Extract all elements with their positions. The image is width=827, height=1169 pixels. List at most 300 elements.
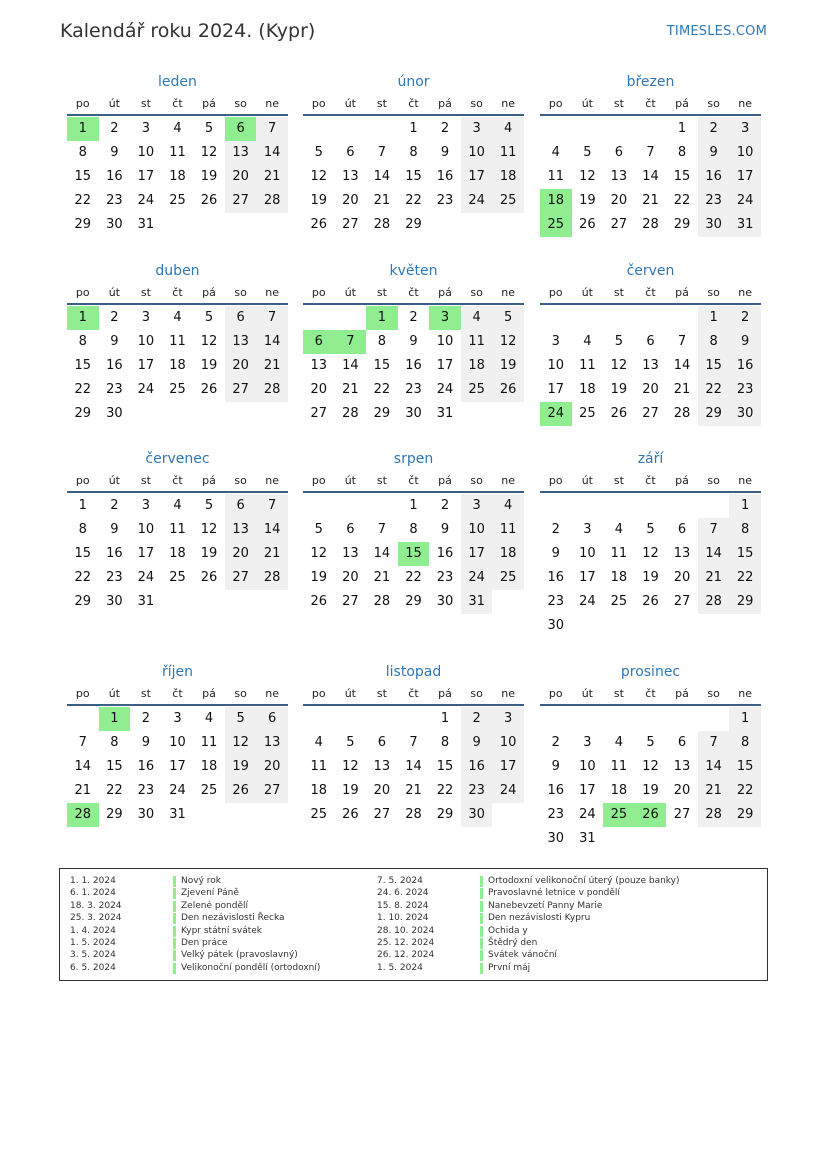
day-cell[interactable]: 15	[698, 354, 730, 378]
day-cell[interactable]: 29	[405, 217, 422, 232]
day-cell[interactable]: 3	[461, 494, 493, 518]
day-cell[interactable]: 1	[729, 707, 761, 731]
day-cell[interactable]: 31	[579, 831, 596, 846]
day-cell[interactable]: 27	[310, 406, 328, 421]
day-cell[interactable]: 26	[579, 217, 596, 232]
day-cell[interactable]: 8	[698, 330, 730, 354]
day-cell[interactable]: 6	[225, 494, 257, 518]
day-cell[interactable]: 22	[698, 378, 730, 402]
day-cell[interactable]: 18	[579, 382, 596, 397]
day-cell[interactable]: 7	[78, 735, 87, 750]
day-cell[interactable]: 30	[106, 594, 123, 609]
day-cell[interactable]: 11	[200, 735, 218, 750]
day-cell[interactable]: 29	[74, 217, 92, 232]
holiday-day-cell[interactable]: 7	[335, 330, 367, 354]
day-cell[interactable]: 21	[642, 193, 659, 208]
day-cell[interactable]: 10	[137, 334, 155, 349]
day-cell[interactable]: 16	[547, 783, 565, 798]
day-cell[interactable]: 13	[373, 759, 391, 774]
day-cell[interactable]: 2	[461, 707, 493, 731]
day-cell[interactable]: 29	[698, 402, 730, 426]
day-cell[interactable]: 3	[173, 711, 182, 726]
day-cell[interactable]: 22	[405, 570, 422, 585]
day-cell[interactable]: 1	[409, 121, 418, 136]
holiday-day-cell[interactable]: 1	[67, 306, 99, 330]
day-cell[interactable]: 21	[698, 566, 730, 590]
day-cell[interactable]: 25	[492, 189, 524, 213]
day-cell[interactable]: 10	[436, 334, 454, 349]
day-cell[interactable]: 14	[256, 518, 288, 542]
day-cell[interactable]: 13	[673, 546, 691, 561]
holiday-day-cell[interactable]: 6	[303, 330, 335, 354]
day-cell[interactable]: 12	[342, 759, 359, 774]
day-cell[interactable]: 15	[74, 546, 92, 561]
day-cell[interactable]: 23	[106, 382, 123, 397]
day-cell[interactable]: 28	[673, 406, 691, 421]
day-cell[interactable]: 3	[141, 310, 151, 325]
day-cell[interactable]: 28	[373, 217, 391, 232]
day-cell[interactable]: 17	[579, 570, 596, 585]
day-cell[interactable]: 18	[169, 358, 186, 373]
day-cell[interactable]: 21	[405, 783, 422, 798]
day-cell[interactable]: 21	[74, 783, 92, 798]
day-cell[interactable]: 20	[225, 165, 257, 189]
day-cell[interactable]: 5	[204, 310, 214, 325]
day-cell[interactable]: 8	[409, 145, 418, 160]
day-cell[interactable]: 29	[729, 803, 761, 827]
day-cell[interactable]: 28	[256, 189, 288, 213]
day-cell[interactable]: 15	[729, 755, 761, 779]
day-cell[interactable]: 19	[200, 169, 218, 184]
day-cell[interactable]: 13	[610, 169, 628, 184]
day-cell[interactable]: 3	[141, 498, 151, 513]
day-cell[interactable]: 27	[342, 217, 359, 232]
day-cell[interactable]: 28	[698, 803, 730, 827]
day-cell[interactable]: 11	[610, 546, 628, 561]
day-cell[interactable]: 16	[547, 570, 565, 585]
day-cell[interactable]: 8	[110, 735, 119, 750]
day-cell[interactable]: 11	[169, 334, 186, 349]
day-cell[interactable]: 19	[310, 193, 328, 208]
day-cell[interactable]: 19	[642, 783, 659, 798]
day-cell[interactable]: 6	[346, 145, 355, 160]
day-cell[interactable]: 14	[673, 358, 691, 373]
day-cell[interactable]: 14	[405, 759, 422, 774]
day-cell[interactable]: 30	[698, 213, 730, 237]
day-cell[interactable]: 6	[677, 522, 687, 537]
day-cell[interactable]: 17	[461, 165, 493, 189]
day-cell[interactable]: 4	[614, 522, 624, 537]
day-cell[interactable]: 27	[373, 807, 391, 822]
day-cell[interactable]: 2	[110, 121, 119, 136]
day-cell[interactable]: 17	[137, 358, 155, 373]
day-cell[interactable]: 2	[440, 121, 450, 136]
day-cell[interactable]: 18	[169, 169, 186, 184]
day-cell[interactable]: 9	[440, 145, 450, 160]
day-cell[interactable]: 22	[74, 570, 92, 585]
day-cell[interactable]: 12	[200, 145, 218, 160]
day-cell[interactable]: 9	[461, 731, 493, 755]
day-cell[interactable]: 5	[492, 306, 524, 330]
day-cell[interactable]: 21	[256, 165, 288, 189]
day-cell[interactable]: 19	[225, 755, 257, 779]
day-cell[interactable]: 2	[141, 711, 151, 726]
day-cell[interactable]: 8	[78, 145, 87, 160]
day-cell[interactable]: 23	[698, 189, 730, 213]
day-cell[interactable]: 30	[405, 406, 422, 421]
day-cell[interactable]: 6	[256, 707, 288, 731]
day-cell[interactable]: 10	[169, 735, 186, 750]
day-cell[interactable]: 5	[646, 735, 655, 750]
day-cell[interactable]: 24	[137, 382, 155, 397]
day-cell[interactable]: 7	[409, 735, 418, 750]
day-cell[interactable]: 23	[106, 570, 123, 585]
day-cell[interactable]: 7	[677, 334, 687, 349]
day-cell[interactable]: 24	[137, 570, 155, 585]
day-cell[interactable]: 27	[256, 779, 288, 803]
day-cell[interactable]: 23	[461, 779, 493, 803]
day-cell[interactable]: 31	[169, 807, 186, 822]
day-cell[interactable]: 31	[461, 590, 493, 614]
day-cell[interactable]: 19	[579, 193, 596, 208]
day-cell[interactable]: 24	[461, 189, 493, 213]
day-cell[interactable]: 5	[314, 522, 323, 537]
day-cell[interactable]: 25	[579, 406, 596, 421]
day-cell[interactable]: 16	[106, 169, 123, 184]
day-cell[interactable]: 20	[673, 783, 691, 798]
day-cell[interactable]: 7	[256, 306, 288, 330]
day-cell[interactable]: 29	[74, 406, 92, 421]
day-cell[interactable]: 24	[137, 193, 155, 208]
day-cell[interactable]: 6	[646, 334, 655, 349]
holiday-day-cell[interactable]: 1	[366, 306, 398, 330]
day-cell[interactable]: 4	[492, 117, 524, 141]
day-cell[interactable]: 23	[137, 783, 155, 798]
day-cell[interactable]: 26	[200, 193, 218, 208]
day-cell[interactable]: 15	[106, 759, 123, 774]
day-cell[interactable]: 5	[346, 735, 355, 750]
day-cell[interactable]: 20	[225, 354, 257, 378]
day-cell[interactable]: 15	[74, 358, 92, 373]
day-cell[interactable]: 28	[698, 590, 730, 614]
day-cell[interactable]: 29	[373, 406, 391, 421]
day-cell[interactable]: 19	[492, 354, 524, 378]
day-cell[interactable]: 16	[461, 755, 493, 779]
day-cell[interactable]: 10	[579, 759, 596, 774]
day-cell[interactable]: 18	[200, 759, 218, 774]
day-cell[interactable]: 13	[642, 358, 659, 373]
day-cell[interactable]: 6	[346, 522, 355, 537]
day-cell[interactable]: 3	[583, 522, 592, 537]
day-cell[interactable]: 19	[310, 570, 328, 585]
day-cell[interactable]: 10	[579, 546, 596, 561]
day-cell[interactable]: 9	[440, 522, 450, 537]
day-cell[interactable]: 11	[169, 522, 186, 537]
day-cell[interactable]: 16	[106, 546, 123, 561]
day-cell[interactable]: 27	[673, 807, 691, 822]
day-cell[interactable]: 13	[225, 330, 257, 354]
holiday-day-cell[interactable]: 24	[540, 402, 572, 426]
day-cell[interactable]: 24	[492, 779, 524, 803]
day-cell[interactable]: 14	[256, 141, 288, 165]
day-cell[interactable]: 19	[342, 783, 359, 798]
day-cell[interactable]: 5	[646, 522, 655, 537]
day-cell[interactable]: 9	[141, 735, 151, 750]
day-cell[interactable]: 2	[551, 522, 560, 537]
day-cell[interactable]: 31	[137, 594, 155, 609]
day-cell[interactable]: 10	[137, 522, 155, 537]
day-cell[interactable]: 1	[409, 498, 418, 513]
day-cell[interactable]: 25	[169, 382, 186, 397]
day-cell[interactable]: 16	[137, 759, 155, 774]
day-cell[interactable]: 26	[610, 406, 628, 421]
day-cell[interactable]: 7	[698, 731, 730, 755]
day-cell[interactable]: 14	[698, 755, 730, 779]
day-cell[interactable]: 21	[342, 382, 359, 397]
day-cell[interactable]: 17	[436, 358, 454, 373]
day-cell[interactable]: 20	[373, 783, 391, 798]
holiday-day-cell[interactable]: 25	[540, 213, 572, 237]
day-cell[interactable]: 4	[614, 735, 624, 750]
day-cell[interactable]: 14	[373, 546, 391, 561]
day-cell[interactable]: 13	[225, 518, 257, 542]
day-cell[interactable]: 9	[409, 334, 418, 349]
day-cell[interactable]: 12	[225, 731, 257, 755]
day-cell[interactable]: 1	[78, 498, 87, 513]
day-cell[interactable]: 14	[342, 358, 359, 373]
day-cell[interactable]: 11	[547, 169, 565, 184]
day-cell[interactable]: 12	[642, 546, 659, 561]
day-cell[interactable]: 23	[729, 378, 761, 402]
day-cell[interactable]: 13	[342, 546, 359, 561]
day-cell[interactable]: 8	[78, 334, 87, 349]
day-cell[interactable]: 1	[729, 494, 761, 518]
day-cell[interactable]: 4	[461, 306, 493, 330]
day-cell[interactable]: 9	[110, 522, 119, 537]
day-cell[interactable]: 30	[106, 217, 123, 232]
day-cell[interactable]: 18	[461, 354, 493, 378]
day-cell[interactable]: 16	[698, 165, 730, 189]
day-cell[interactable]: 8	[377, 334, 387, 349]
day-cell[interactable]: 17	[547, 382, 565, 397]
day-cell[interactable]: 20	[310, 382, 328, 397]
day-cell[interactable]: 15	[729, 542, 761, 566]
day-cell[interactable]: 22	[673, 193, 691, 208]
day-cell[interactable]: 30	[729, 402, 761, 426]
holiday-day-cell[interactable]: 25	[603, 803, 635, 827]
day-cell[interactable]: 27	[673, 594, 691, 609]
day-cell[interactable]: 2	[440, 498, 450, 513]
day-cell[interactable]: 11	[492, 141, 524, 165]
day-cell[interactable]: 24	[436, 382, 454, 397]
day-cell[interactable]: 23	[547, 807, 565, 822]
day-cell[interactable]: 16	[106, 358, 123, 373]
day-cell[interactable]: 2	[698, 117, 730, 141]
day-cell[interactable]: 29	[74, 594, 92, 609]
day-cell[interactable]: 30	[547, 618, 565, 633]
holiday-day-cell[interactable]: 15	[398, 542, 430, 566]
day-cell[interactable]: 27	[642, 406, 659, 421]
day-cell[interactable]: 25	[310, 807, 328, 822]
day-cell[interactable]: 5	[314, 145, 323, 160]
day-cell[interactable]: 16	[436, 169, 454, 184]
day-cell[interactable]: 18	[610, 570, 628, 585]
day-cell[interactable]: 27	[610, 217, 628, 232]
day-cell[interactable]: 22	[405, 193, 422, 208]
day-cell[interactable]: 3	[461, 117, 493, 141]
day-cell[interactable]: 25	[461, 378, 493, 402]
day-cell[interactable]: 4	[204, 711, 214, 726]
day-cell[interactable]: 19	[642, 570, 659, 585]
day-cell[interactable]: 11	[492, 518, 524, 542]
day-cell[interactable]: 22	[436, 783, 454, 798]
day-cell[interactable]: 29	[729, 590, 761, 614]
day-cell[interactable]: 14	[642, 169, 659, 184]
day-cell[interactable]: 13	[342, 169, 359, 184]
day-cell[interactable]: 26	[310, 594, 328, 609]
day-cell[interactable]: 11	[610, 759, 628, 774]
day-cell[interactable]: 2	[110, 498, 119, 513]
day-cell[interactable]: 13	[673, 759, 691, 774]
day-cell[interactable]: 22	[373, 382, 391, 397]
day-cell[interactable]: 21	[373, 570, 391, 585]
day-cell[interactable]: 21	[256, 354, 288, 378]
holiday-day-cell[interactable]: 28	[67, 803, 99, 827]
day-cell[interactable]: 8	[440, 735, 450, 750]
day-cell[interactable]: 19	[200, 358, 218, 373]
day-cell[interactable]: 6	[377, 735, 387, 750]
day-cell[interactable]: 25	[169, 570, 186, 585]
day-cell[interactable]: 10	[729, 141, 761, 165]
day-cell[interactable]: 16	[405, 358, 422, 373]
day-cell[interactable]: 12	[610, 358, 628, 373]
day-cell[interactable]: 3	[583, 735, 592, 750]
day-cell[interactable]: 6	[677, 735, 687, 750]
day-cell[interactable]: 20	[610, 193, 628, 208]
day-cell[interactable]: 15	[74, 169, 92, 184]
day-cell[interactable]: 18	[492, 165, 524, 189]
day-cell[interactable]: 17	[169, 759, 186, 774]
day-cell[interactable]: 4	[583, 334, 592, 349]
day-cell[interactable]: 2	[729, 306, 761, 330]
day-cell[interactable]: 4	[173, 498, 182, 513]
day-cell[interactable]: 18	[492, 542, 524, 566]
holiday-day-cell[interactable]: 6	[225, 117, 257, 141]
day-cell[interactable]: 15	[373, 358, 391, 373]
day-cell[interactable]: 5	[225, 707, 257, 731]
day-cell[interactable]: 21	[673, 382, 691, 397]
day-cell[interactable]: 28	[256, 566, 288, 590]
day-cell[interactable]: 25	[610, 594, 628, 609]
day-cell[interactable]: 11	[579, 358, 596, 373]
day-cell[interactable]: 17	[579, 783, 596, 798]
day-cell[interactable]: 27	[225, 189, 257, 213]
day-cell[interactable]: 8	[677, 145, 687, 160]
day-cell[interactable]: 25	[492, 566, 524, 590]
day-cell[interactable]: 3	[141, 121, 151, 136]
day-cell[interactable]: 3	[551, 334, 560, 349]
day-cell[interactable]: 24	[729, 189, 761, 213]
day-cell[interactable]: 7	[256, 494, 288, 518]
day-cell[interactable]: 3	[492, 707, 524, 731]
day-cell[interactable]: 4	[173, 121, 182, 136]
day-cell[interactable]: 20	[642, 382, 659, 397]
day-cell[interactable]: 20	[225, 542, 257, 566]
day-cell[interactable]: 24	[169, 783, 186, 798]
day-cell[interactable]: 8	[78, 522, 87, 537]
day-cell[interactable]: 2	[110, 310, 119, 325]
day-cell[interactable]: 1	[677, 121, 687, 136]
day-cell[interactable]: 23	[547, 594, 565, 609]
day-cell[interactable]: 30	[436, 594, 454, 609]
day-cell[interactable]: 29	[436, 807, 454, 822]
day-cell[interactable]: 24	[579, 594, 596, 609]
day-cell[interactable]: 30	[106, 406, 123, 421]
day-cell[interactable]: 14	[373, 169, 391, 184]
day-cell[interactable]: 16	[436, 546, 454, 561]
day-cell[interactable]: 12	[642, 759, 659, 774]
day-cell[interactable]: 28	[642, 217, 659, 232]
day-cell[interactable]: 2	[409, 310, 418, 325]
holiday-day-cell[interactable]: 3	[429, 306, 461, 330]
day-cell[interactable]: 30	[461, 803, 493, 827]
day-cell[interactable]: 27	[225, 566, 257, 590]
day-cell[interactable]: 18	[169, 546, 186, 561]
day-cell[interactable]: 4	[551, 145, 560, 160]
day-cell[interactable]: 4	[492, 494, 524, 518]
day-cell[interactable]: 12	[200, 334, 218, 349]
day-cell[interactable]: 6	[225, 306, 257, 330]
day-cell[interactable]: 20	[673, 570, 691, 585]
day-cell[interactable]: 7	[377, 145, 387, 160]
day-cell[interactable]: 28	[405, 807, 422, 822]
day-cell[interactable]: 28	[256, 378, 288, 402]
day-cell[interactable]: 12	[310, 546, 328, 561]
day-cell[interactable]: 15	[405, 169, 422, 184]
day-cell[interactable]: 17	[492, 755, 524, 779]
day-cell[interactable]: 5	[583, 145, 592, 160]
day-cell[interactable]: 22	[74, 193, 92, 208]
day-cell[interactable]: 27	[225, 378, 257, 402]
day-cell[interactable]: 11	[169, 145, 186, 160]
day-cell[interactable]: 17	[137, 169, 155, 184]
day-cell[interactable]: 21	[698, 779, 730, 803]
day-cell[interactable]: 25	[200, 783, 218, 798]
day-cell[interactable]: 15	[436, 759, 454, 774]
day-cell[interactable]: 22	[74, 382, 92, 397]
day-cell[interactable]: 16	[729, 354, 761, 378]
holiday-day-cell[interactable]: 26	[635, 803, 667, 827]
day-cell[interactable]: 19	[610, 382, 628, 397]
day-cell[interactable]: 28	[342, 406, 359, 421]
day-cell[interactable]: 1	[698, 306, 730, 330]
day-cell[interactable]: 22	[729, 566, 761, 590]
day-cell[interactable]: 10	[492, 731, 524, 755]
day-cell[interactable]: 13	[225, 141, 257, 165]
day-cell[interactable]: 1	[440, 711, 450, 726]
day-cell[interactable]: 14	[698, 542, 730, 566]
day-cell[interactable]: 23	[405, 382, 422, 397]
day-cell[interactable]: 26	[642, 594, 659, 609]
day-cell[interactable]: 29	[106, 807, 123, 822]
day-cell[interactable]: 5	[204, 498, 214, 513]
day-cell[interactable]: 24	[461, 566, 493, 590]
day-cell[interactable]: 31	[729, 213, 761, 237]
day-cell[interactable]: 18	[310, 783, 328, 798]
day-cell[interactable]: 10	[547, 358, 565, 373]
day-cell[interactable]: 5	[614, 334, 624, 349]
day-cell[interactable]: 10	[461, 141, 493, 165]
